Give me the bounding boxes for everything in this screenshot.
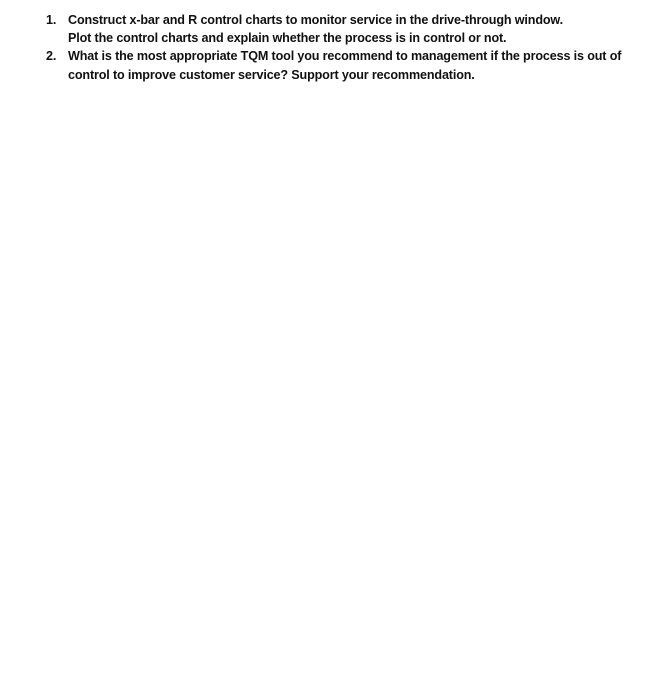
question-list [46, 11, 646, 84]
question-1 [46, 11, 646, 47]
question-1-number: 1. [46, 13, 57, 27]
question-2-number: 2. [46, 49, 57, 64]
question-1-line-1: Construct x-bar and R control charts to monitor service in the drive-through window. [68, 13, 563, 27]
question-2 [46, 47, 646, 83]
question-1-line-2: Plot the control charts and explain whether the process is in control or not. [68, 31, 507, 46]
question-2-line-1: What is the most appropriate TQM tool you recommend to management if the process is out of [68, 49, 622, 64]
question-2-line-2: control to improve customer service? Support your recommendation. [68, 67, 475, 82]
